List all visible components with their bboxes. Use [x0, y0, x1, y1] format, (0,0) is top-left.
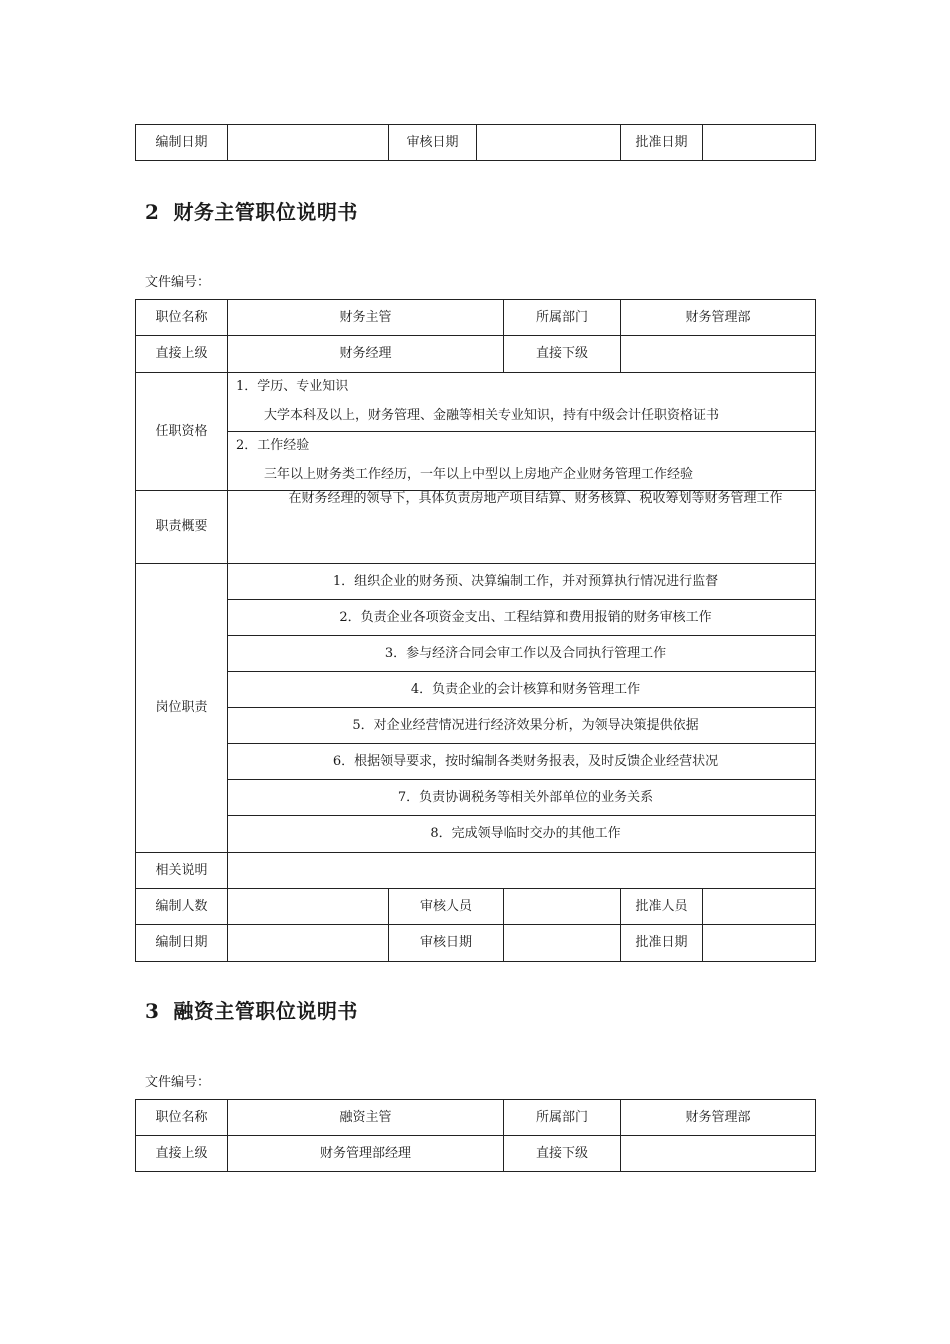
- qualification-heading: 1．学历、专业知识: [236, 379, 349, 394]
- duty-item: 6．根据领导要求，按时编制各类财务报表，及时反馈企业经营状况: [228, 744, 816, 780]
- table-row: [136, 300, 816, 336]
- table-row: [136, 853, 816, 889]
- table-row: [136, 600, 816, 636]
- table-row: [136, 491, 816, 564]
- summary-label: 职责概要: [136, 491, 228, 564]
- duty-item: 1．组织企业的财务预、决算编制工作，并对预算执行情况进行监督: [228, 564, 816, 600]
- notes-label: 相关说明: [136, 853, 228, 889]
- approver-label: 批准人员: [621, 889, 703, 925]
- table-row: [136, 672, 816, 708]
- position-label: 职位名称: [136, 300, 228, 336]
- approve-date-value: [703, 925, 816, 962]
- qualification-heading: 2．工作经验: [236, 438, 310, 453]
- table-row: [136, 373, 816, 432]
- section-number: 2: [145, 200, 160, 224]
- table-row: [136, 889, 816, 925]
- duty-item: 5．对企业经营情况进行经济效果分析，为领导决策提供依据: [228, 708, 816, 744]
- reviewer-value: [504, 889, 621, 925]
- duty-item: 7．负责协调税务等相关外部单位的业务关系: [228, 780, 816, 816]
- table-row: [136, 564, 816, 600]
- position-value: 融资主管: [228, 1100, 504, 1136]
- superior-label: 直接上级: [136, 1136, 228, 1172]
- duties-label: 岗位职责: [136, 564, 228, 853]
- approve-date-label: 批准日期: [621, 925, 703, 962]
- table-row: [136, 780, 816, 816]
- section-2-heading: [145, 196, 358, 225]
- cell-value: [477, 125, 621, 161]
- duty-item: 2．负责企业各项资金支出、工程结算和费用报销的财务审核工作: [228, 600, 816, 636]
- subordinate-label: 直接下级: [504, 1136, 621, 1172]
- section-number: 3: [145, 999, 160, 1023]
- table-row: [136, 1100, 816, 1136]
- cell-label: 编制日期: [136, 125, 228, 161]
- duty-item: 8．完成领导临时交办的其他工作: [228, 816, 816, 853]
- compiler-value: [228, 889, 389, 925]
- finance-supervisor-table: [135, 299, 816, 962]
- summary-text: 在财务经理的领导下，具体负责房地产项目结算、财务核算、税收筹划等财务管理工作: [228, 491, 816, 564]
- qualification-detail: 大学本科及以上，财务管理、金融等相关专业知识，持有中级会计任职资格证书: [264, 408, 720, 423]
- financing-supervisor-table: [135, 1099, 816, 1172]
- subordinate-value: [621, 1136, 816, 1172]
- table-row: [136, 816, 816, 853]
- section-3-heading: [145, 995, 358, 1024]
- cell-value: [228, 125, 389, 161]
- table-row: [136, 336, 816, 373]
- qualification-item: [228, 432, 816, 491]
- superior-label: 直接上级: [136, 336, 228, 373]
- file-number-label: 文件编号：: [145, 1075, 211, 1090]
- duty-item: 3．参与经济合同会审工作以及合同执行管理工作: [228, 636, 816, 672]
- compile-date-label: 编制日期: [136, 925, 228, 962]
- table-row: [136, 744, 816, 780]
- table-row: [136, 925, 816, 962]
- review-date-value: [504, 925, 621, 962]
- table-row: [136, 125, 816, 161]
- dept-label: 所属部门: [504, 300, 621, 336]
- dept-value: 财务管理部: [621, 1100, 816, 1136]
- approver-value: [703, 889, 816, 925]
- compiler-label: 编制人数: [136, 889, 228, 925]
- position-value: 财务主管: [228, 300, 504, 336]
- qualification-item: [228, 373, 816, 432]
- subordinate-label: 直接下级: [504, 336, 621, 373]
- notes-value: [228, 853, 816, 889]
- cell-value: [703, 125, 816, 161]
- table-row: [136, 1136, 816, 1172]
- subordinate-value: [621, 336, 816, 373]
- table-row: [136, 432, 816, 491]
- qualification-detail: 三年以上财务类工作经历，一年以上中型以上房地产企业财务管理工作经验: [264, 467, 694, 482]
- file-number-label: 文件编号：: [145, 275, 211, 290]
- cell-label: 审核日期: [389, 125, 477, 161]
- dept-value: 财务管理部: [621, 300, 816, 336]
- dept-label: 所属部门: [504, 1100, 621, 1136]
- table-row: [136, 708, 816, 744]
- section-title: 财务主管职位说明书: [173, 200, 358, 224]
- qualification-label: 任职资格: [136, 373, 228, 491]
- duty-item: 4．负责企业的会计核算和财务管理工作: [228, 672, 816, 708]
- position-label: 职位名称: [136, 1100, 228, 1136]
- cell-label: 批准日期: [621, 125, 703, 161]
- compile-date-value: [228, 925, 389, 962]
- review-date-label: 审核日期: [389, 925, 504, 962]
- reviewer-label: 审核人员: [389, 889, 504, 925]
- section-title: 融资主管职位说明书: [173, 999, 358, 1023]
- top-date-table: [135, 124, 816, 161]
- table-row: [136, 636, 816, 672]
- superior-value: 财务经理: [228, 336, 504, 373]
- superior-value: 财务管理部经理: [228, 1136, 504, 1172]
